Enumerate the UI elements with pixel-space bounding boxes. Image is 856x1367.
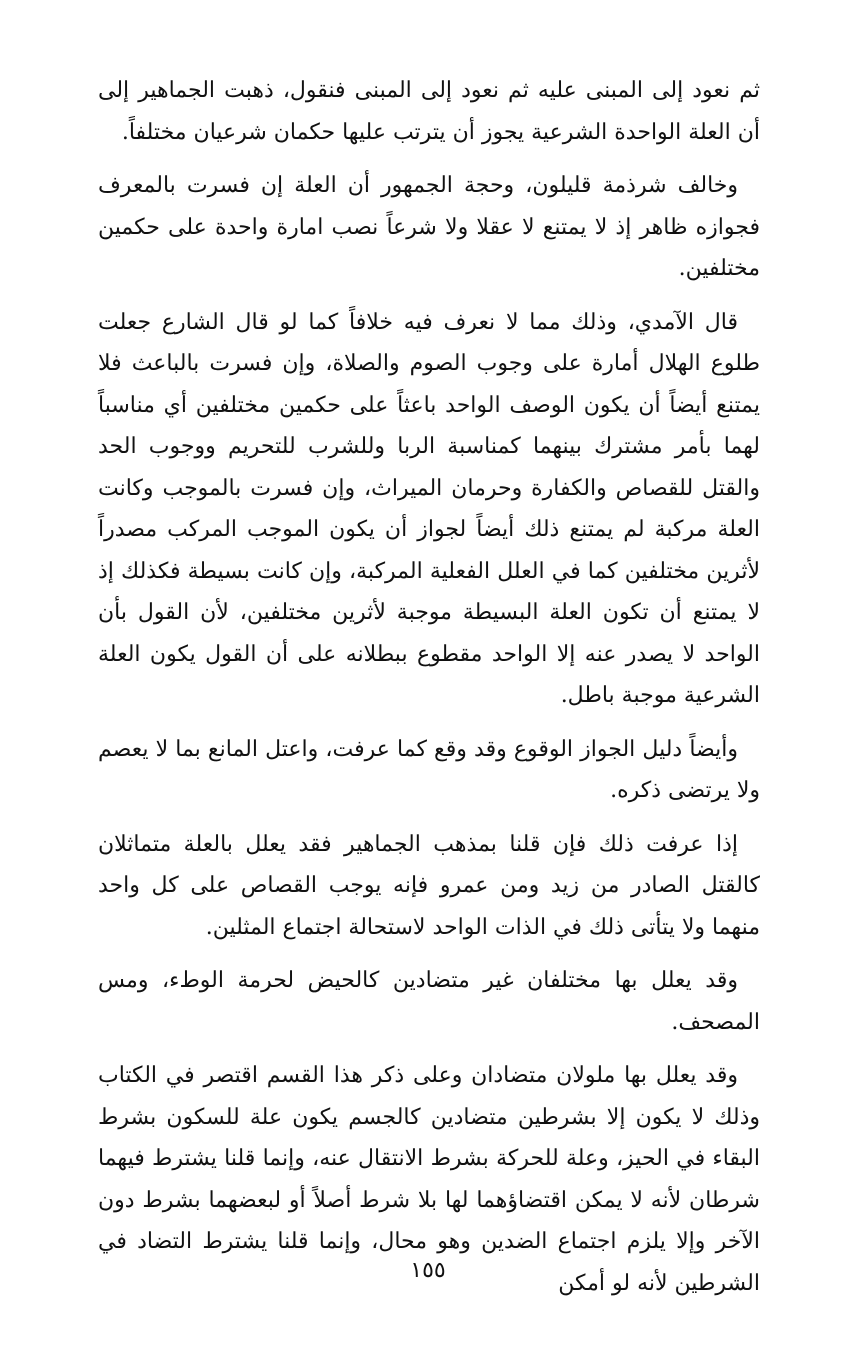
- book-page: [98, 70, 760, 1300]
- paragraph: ثم نعود إلى المبنى عليه ثم نعود إلى المبنى فنقول، ذهبت الجماهير إلى أن العلة الواحدة الشرعية يجوز أن يترتب عليها حكمان شرعيان مختلفاً.: [98, 78, 760, 145]
- paragraph: إذا عرفت ذلك فإن قلنا بمذهب الجماهير فقد يعلل بالعلة متماثلان كالقتل الصادر من زيد ومن عمرو فإنه يوجب القصاص على كل واحد منهما ولا يتأتى ذلك في الذات الواحد لاستحالة اجتماع المثلين.: [98, 831, 760, 940]
- paragraph: وقد يعلل بها ملولان متضادان وعلى ذكر هذا القسم اقتصر في الكتاب وذلك لا يكون إلا بشرطين متضادين كالجسم يكون علة للسكون بشرط البقاء في الحيز، وعلة للحركة بشرط الانتقال عنه، وإنما قلنا يشترط فيهما شرطان لأنه لا يمكن اقتضاؤهما لها بلا شرط أصلاً أو لبعضهما بشرط دون الآخر وإلا يلزم اجتماع الضدين وهو محال، وإنما قلنا يشترط التضاد في الشرطين لأنه لو أمكن: [98, 1063, 760, 1296]
- page-number: ١٥٥: [410, 1258, 446, 1283]
- paragraph: وقد يعلل بها مختلفان غير متضادين كالحيض لحرمة الوطء، ومس المصحف.: [98, 968, 760, 1035]
- paragraph: وخالف شرذمة قليلون، وحجة الجمهور أن العلة إن فسرت بالمعرف فجوازه ظاهر إذ لا يمتنع لا عقلا ولا شرعاً نصب امارة واحدة على حكمين مختلفين.: [98, 173, 760, 281]
- paragraph: قال الآمدي، وذلك مما لا نعرف فيه خلافاً كما لو قال الشارع جعلت طلوع الهلال أمارة على وجوب الصوم والصلاة، وإن فسرت بالباعث فلا يمتنع أيضاً أن يكون الوصف الواحد باعثاً على حكمين مختلفين أي مناسباً لهما بأمر مشترك بينهما كمناسبة الربا وللشرب للتحريم ووجوب الحد والقتل للقصاص والكفارة وحرمان الميراث، وإن فسرت بالموجب وكانت العلة مركبة لم يمتنع ذلك أيضاً لجواز أن يكون الموجب المركب مصدراً لأثرين مختلفين كما في العلل الفعلية المركبة، وإن كانت بسيطة فكذلك إذ لا يمتنع أن تكون العلة البسيطة موجبة لأثرين مختلفين، لأن القول بأن الواحد لا يصدر عنه إلا الواحد مقطوع ببطلانه على أن القول يكون العلة الشرعية موجبة باطل.: [98, 309, 760, 708]
- paragraph: وأيضاً دليل الجواز الوقوع وقد وقع كما عرفت، واعتل المانع بما لا يعصم ولا يرتضى ذكره.: [98, 736, 760, 803]
